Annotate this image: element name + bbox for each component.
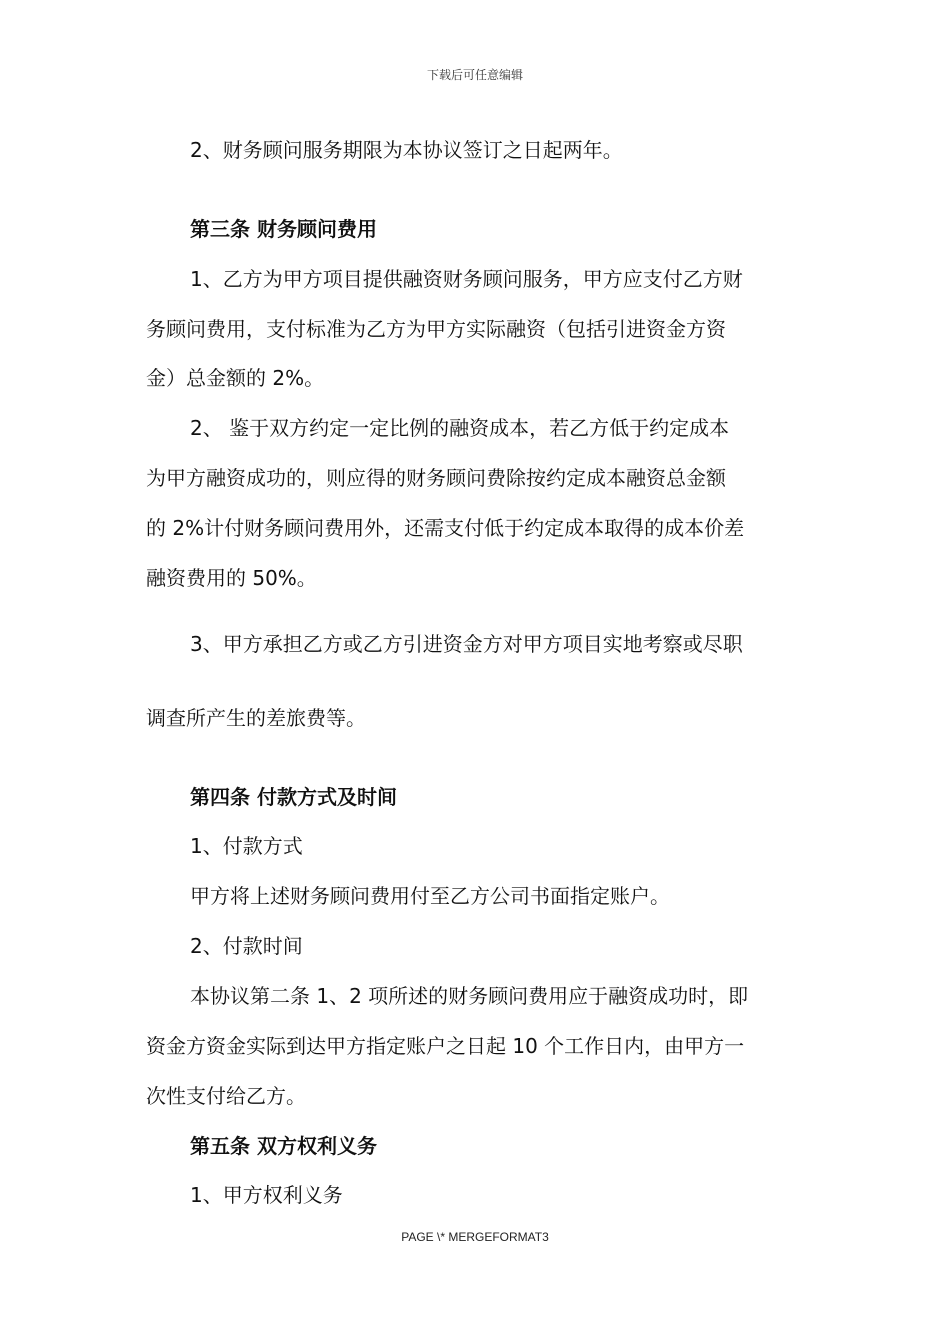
- page-header: 下载后可任意编辑: [426, 68, 523, 82]
- section-heading: 第四条 付款方式及时间: [190, 785, 397, 809]
- paragraph-line: 资金方资金实际到达甲方指定账户之日起 10 个工作日内，由甲方一: [146, 1034, 745, 1058]
- paragraph-line: 金）总金额的 2%。: [146, 366, 325, 390]
- paragraph-line: 调查所产生的差旅费等。: [146, 706, 366, 730]
- paragraph-line: 1、甲方权利义务: [190, 1183, 343, 1207]
- paragraph-line: 的 2%计付财务顾问费用外，还需支付低于约定成本取得的成本价差: [146, 516, 745, 540]
- paragraph-line: 融资费用的 50%。: [146, 566, 317, 590]
- paragraph-line: 3、甲方承担乙方或乙方引进资金方对甲方项目实地考察或尽职: [190, 632, 743, 656]
- paragraph-line: 为甲方融资成功的，则应得的财务顾问费除按约定成本融资总金额: [146, 466, 726, 490]
- paragraph-line: 次性支付给乙方。: [146, 1084, 306, 1108]
- paragraph-line: 2、付款时间: [190, 934, 303, 958]
- page-footer: PAGE \* MERGEFORMAT3: [401, 1230, 549, 1244]
- paragraph-line: 1、乙方为甲方项目提供融资财务顾问服务，甲方应支付乙方财: [190, 267, 743, 291]
- section-heading: 第三条 财务顾问费用: [190, 217, 377, 241]
- paragraph-line: 本协议第二条 1、2 项所述的财务顾问费用应于融资成功时，即: [190, 984, 749, 1008]
- paragraph-line: 甲方将上述财务顾问费用付至乙方公司书面指定账户。: [190, 884, 670, 908]
- section-heading: 第五条 双方权利义务: [190, 1134, 377, 1158]
- paragraph-line: 2、财务顾问服务期限为本协议签订之日起两年。: [190, 138, 623, 162]
- paragraph-line: 1、付款方式: [190, 834, 303, 858]
- paragraph-line: 2、 鉴于双方约定一定比例的融资成本，若乙方低于约定成本: [190, 416, 730, 440]
- paragraph-line: 务顾问费用，支付标准为乙方为甲方实际融资（包括引进资金方资: [146, 317, 726, 341]
